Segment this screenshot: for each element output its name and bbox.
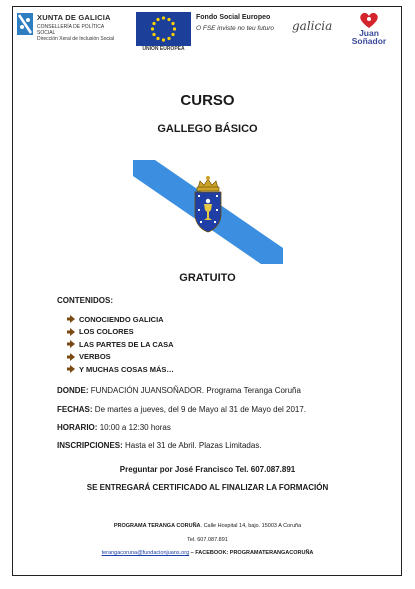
- arrow-bullet-icon: [66, 339, 76, 349]
- galician-flag-icon: [133, 160, 283, 264]
- registration-line: [57, 441, 262, 450]
- registration-value: Hasta el 31 de Abril. Plazas Limitadas.: [125, 441, 262, 450]
- arrow-bullet-icon: [66, 327, 76, 337]
- fse-logo: [196, 14, 306, 32]
- list-item: [66, 338, 174, 351]
- footer-program: PROGRAMA TERANGA CORUÑA: [113, 523, 201, 529]
- contents-list: [66, 313, 174, 376]
- registration-label: INSCRIPCIONES:: [57, 441, 123, 450]
- facebook-text: – FACEBOOK: PROGRAMATERANGACORUÑA: [189, 550, 314, 556]
- contents-heading: CONTENIDOS:: [57, 296, 113, 305]
- email-link[interactable]: terangacoruna@fundacionjuans.org: [101, 550, 190, 556]
- list-item: [66, 363, 174, 376]
- dates-value: De martes a jueves, del 9 de Mayo al 31 de Mayo del 2017.: [94, 405, 307, 414]
- arrow-bullet-icon: [66, 364, 76, 374]
- page-title: CURSO: [180, 92, 235, 109]
- list-item: [66, 351, 174, 364]
- free-label: GRATUITO: [179, 272, 236, 284]
- footer-street: . Calle Hospital 14, bajo. 15003 A Coruña: [200, 523, 302, 529]
- eu-flag-icon: [136, 12, 191, 46]
- arrow-bullet-icon: [66, 352, 76, 362]
- heart-icon: [359, 11, 379, 29]
- arrow-bullet-icon: [66, 314, 76, 324]
- xunta-title: XUNTA DE GALICIA: [37, 13, 111, 22]
- xunta-department: CONSELLERÍA DE POLÍTICA: [37, 24, 105, 30]
- location-line: [57, 386, 301, 395]
- dates-line: [57, 405, 306, 414]
- sonador-text: Soñador: [351, 36, 387, 46]
- xunta-logo: [17, 13, 137, 49]
- list-item: [66, 313, 174, 326]
- list-item-label: LOS COLORES: [79, 327, 134, 337]
- schedule-label: HORARIO:: [57, 423, 98, 432]
- list-item-label: VERBOS: [79, 352, 111, 362]
- xunta-department-2: SOCIAL: [37, 30, 56, 36]
- list-item-label: LAS PARTES DE LA CASA: [79, 339, 174, 349]
- list-item: [66, 326, 174, 339]
- footer-contact: [0, 550, 415, 556]
- list-item-label: Y MUCHAS COSAS MÁS…: [79, 364, 174, 374]
- footer-address: [0, 523, 415, 529]
- juansonador-logo: [345, 11, 393, 51]
- location-label: DONDE:: [57, 386, 89, 395]
- list-item-label: CONOCIENDO GALICIA: [79, 314, 164, 324]
- certificate-line: SE ENTREGARÁ CERTIFICADO AL FINALIZAR LA FORMACIÓN: [86, 483, 329, 492]
- schedule-value: 10:00 a 12:30 horas: [99, 423, 171, 432]
- course-subtitle: GALLEGO BÁSICO: [157, 123, 258, 135]
- eu-caption: UNIÓN EUROPEA: [142, 46, 185, 52]
- contact-line: Preguntar por José Francisco Tel. 607.087.891: [119, 465, 296, 474]
- galicia-logo: galicia: [292, 19, 333, 33]
- fse-title: Fondo Social Europeo: [196, 14, 271, 21]
- xunta-emblem-icon: [17, 13, 33, 35]
- footer-phone: Tel. 607.087.891: [187, 537, 228, 543]
- juan-text: Juan: [359, 28, 379, 38]
- dates-label: FECHAS:: [57, 405, 93, 414]
- xunta-directorate: Dirección Xeral de Inclusión Social: [37, 36, 114, 42]
- location-value: FUNDACIÓN JUANSOÑADOR. Programa Teranga Coruña: [90, 386, 301, 395]
- eu-logo: [136, 12, 191, 54]
- schedule-line: [57, 423, 171, 432]
- fse-motto: O FSE inviste no teu futuro: [196, 25, 275, 32]
